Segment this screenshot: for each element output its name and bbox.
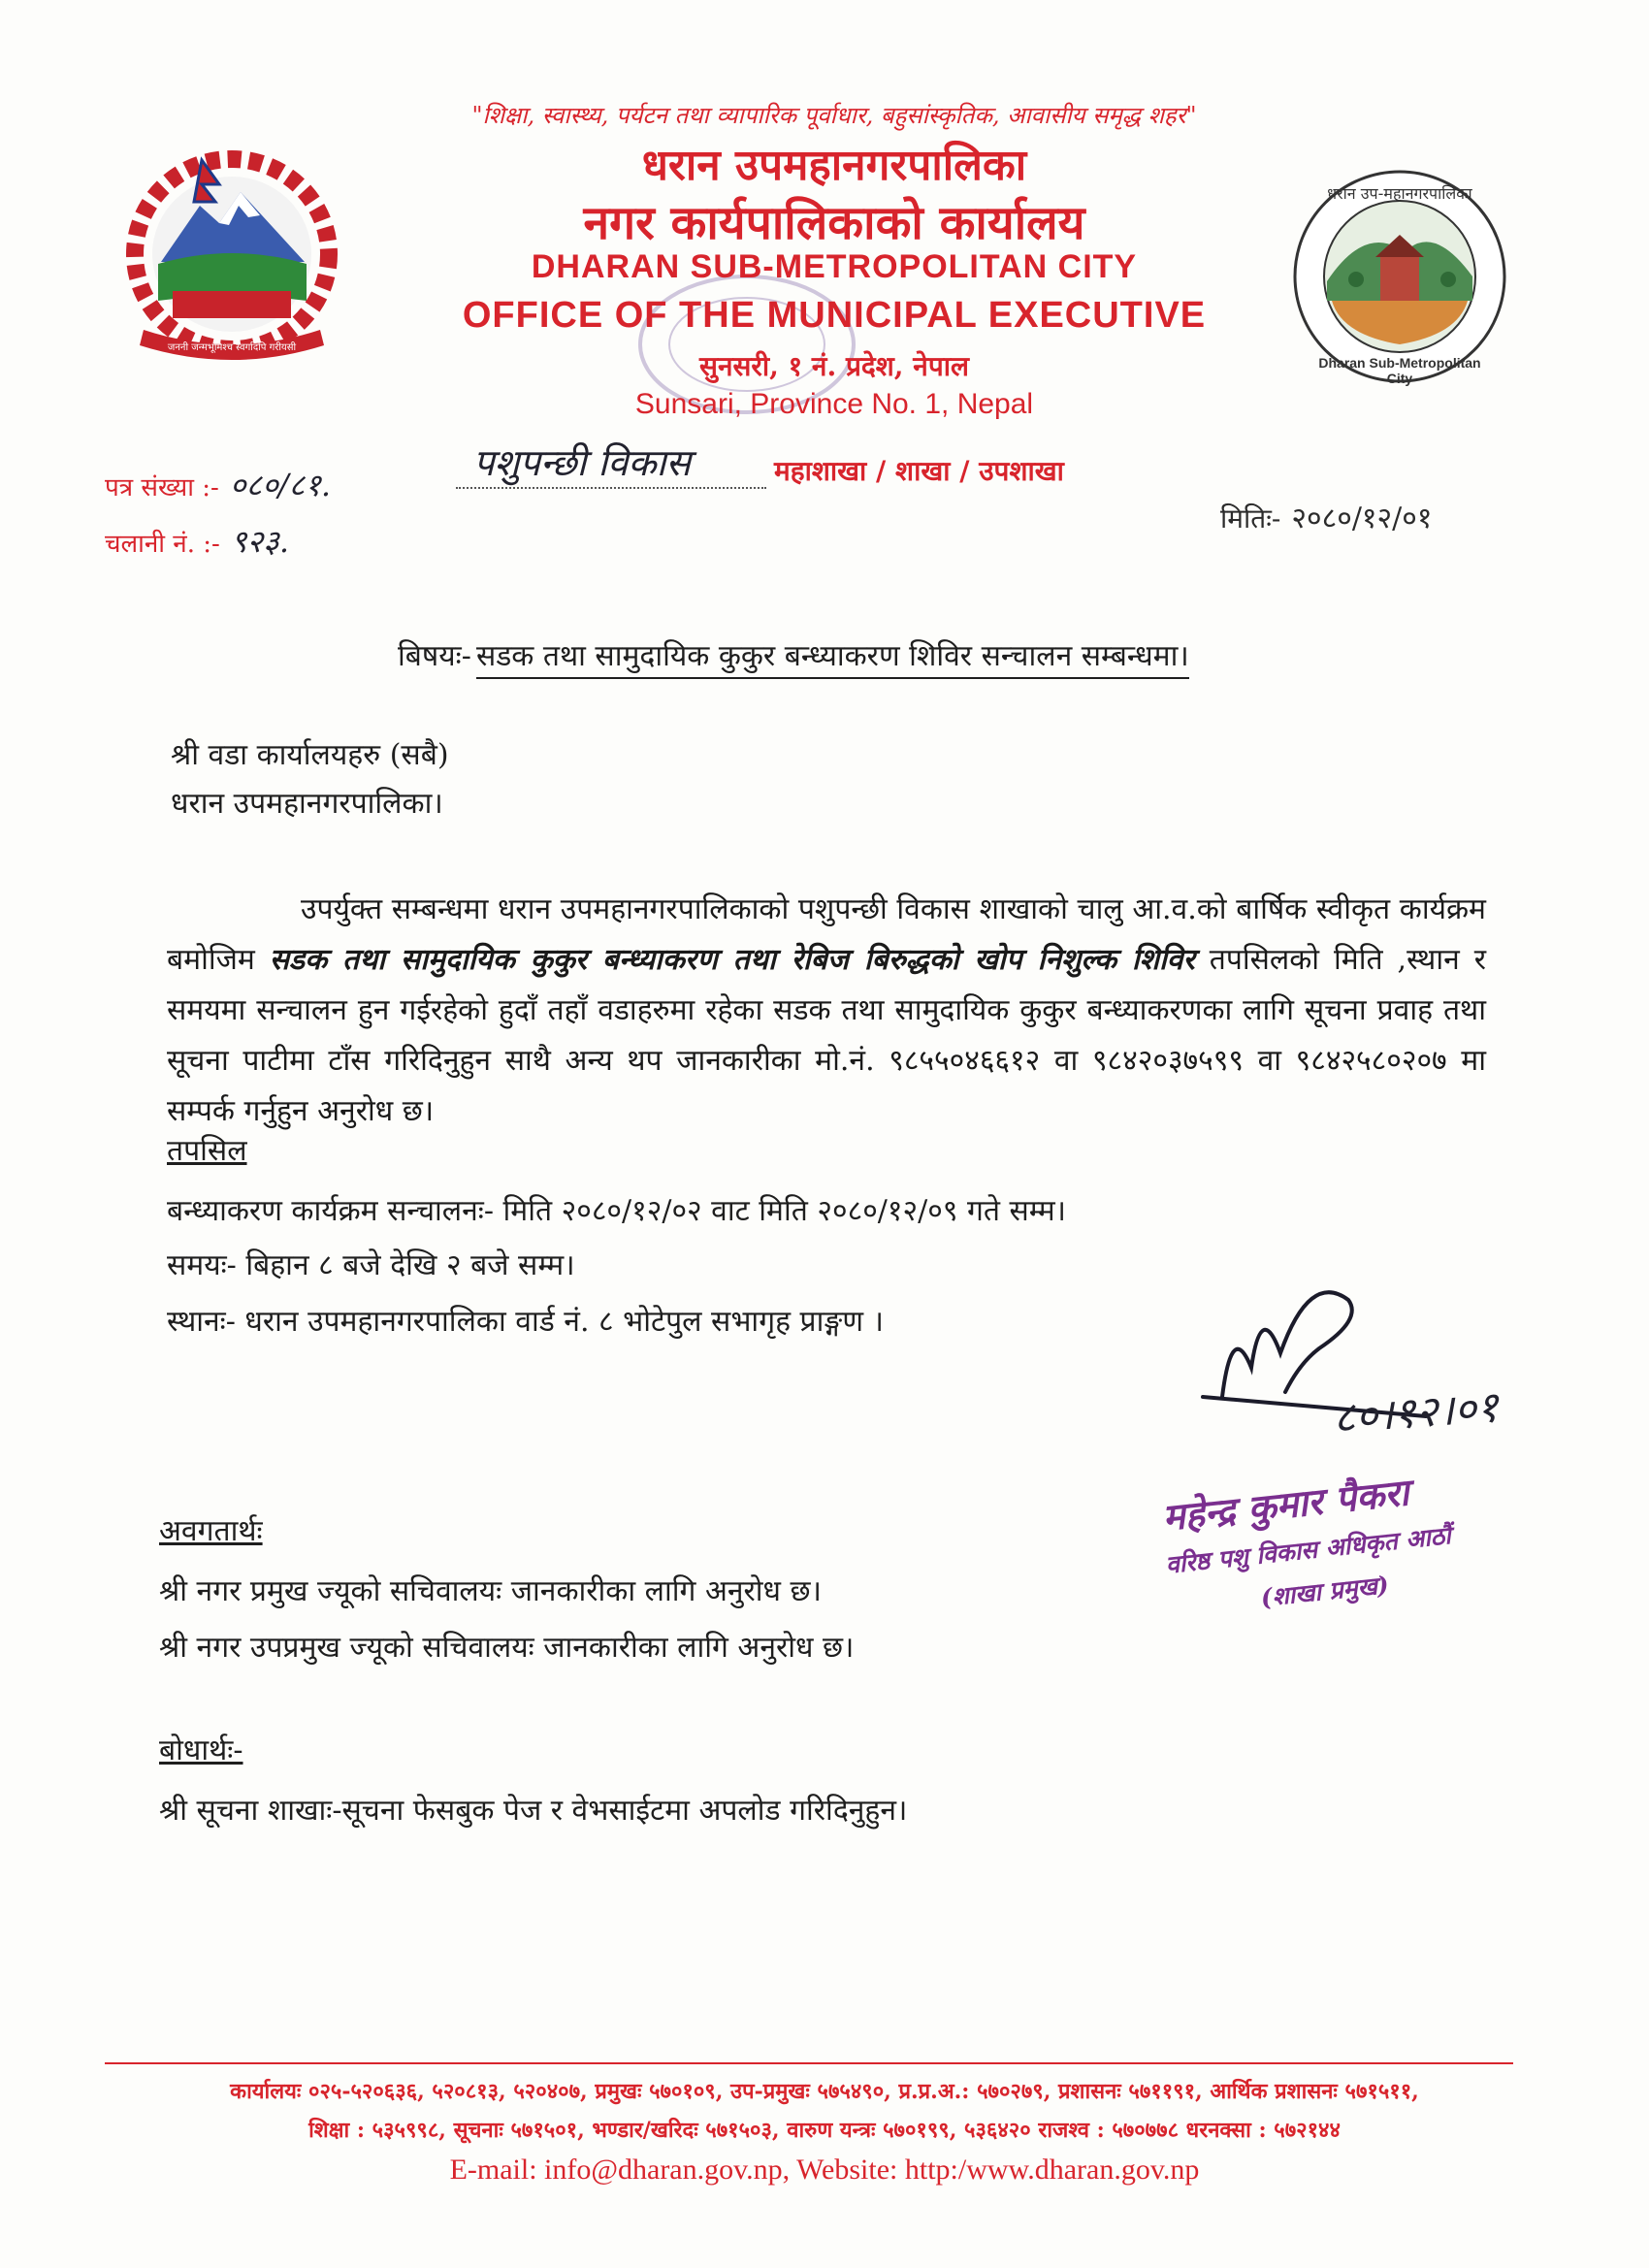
recipient-line-1: श्री वडा कार्यालयहरु (सबै) — [171, 738, 449, 772]
dispatch-number-value: ९२३. — [230, 523, 289, 560]
emblem-right-bottom-text: Dharan Sub-Metropolitan City — [1318, 355, 1481, 386]
body-paragraph — [167, 885, 1486, 1137]
letter-number-value: ०८०/८१. — [229, 467, 332, 503]
letterhead-title-office-np: नगर कार्यपालिकाको कार्यालय — [583, 196, 1085, 250]
letterhead-title-municipality-np: धरान उपमहानगरपालिका — [641, 141, 1027, 190]
recipient-line-2: धरान उपमहानगरपालिका। — [171, 787, 443, 821]
body-part-3: तपसिलको मिति ,स्थान र समयमा सन्चालन हुन गईरहेको हुदाँ तहाँ वडाहरुमा रहेका सडक तथा सामुदायिक कुकुर बन्ध्याकरणका लागि सूचना प्रवाह तथा सूचना पाटीमा टाँस गरिदिनुहुन साथै अन्य थप जानकारीका मो.नं. ९८५५०४६६१२ वा ९८४२०३७५९९ वा ९८४२५८०२०७ मा सम्पर्क गर्नुहुन अनुरोध छ। — [167, 943, 1486, 1128]
details-line-3: स्थानः- धरान उपमहानगरपालिका वार्ड नं. ८ भोटेपुल सभागृह प्राङ्गण । — [167, 1305, 884, 1339]
letterhead-address-en: Sunsari, Province No. 1, Nepal — [634, 388, 1034, 420]
letterhead-address-np: सुनसरी, १ नं. प्रदेश, नेपाल — [699, 350, 969, 382]
date-value: २०८०/१२/०१ — [1291, 502, 1433, 535]
footer-divider — [105, 2062, 1513, 2064]
date-row — [1220, 497, 1432, 536]
signatory-designation-stamp: वरिष्ठ पशु विकास अधिकृत आठौं — [1164, 1521, 1452, 1579]
letterhead-title-office-en: OFFICE OF THE MUNICIPAL EXECUTIVE — [462, 295, 1207, 336]
footer-contact-line-2: शिक्षा : ५३५९९८, सूचनाः ५७१५०१, भण्डार/खरिदः ५७१५०३, वारुण यन्त्रः ५७०१९९, ५३६४२० राजश्व : ५७०७७८ धरनक्सा : ५७२१४४ — [308, 2118, 1341, 2143]
date-label: मितिः- — [1220, 502, 1281, 535]
cc-line-1: श्री नगर प्रमुख ज्यूको सचिवालयः जानकारीका लागि अनुरोध छ। — [159, 1574, 822, 1608]
dispatch-number-row — [105, 520, 289, 562]
letter-number-row — [105, 464, 331, 505]
footer-contact-line-1: कार्यालयः ०२५-५२०६३६, ५२०८१३, ५२०४०७, प्रमुखः ५७०१०९, उप-प्रमुखः ५७५४९०, प्र.प्र.अ.: ५७०२७९, प्रशासनः ५७११९१, आर्थिक प्रशासनः ५७१५११, — [230, 2079, 1419, 2104]
cc-heading: अवगतार्थः — [159, 1514, 263, 1548]
subject-line — [398, 634, 1189, 674]
emblem-right-top-text: धरान उप-महानगरपालिका — [1327, 184, 1472, 203]
cc-line-2: श्री नगर उपप्रमुख ज्यूको सचिवालयः जानकारीका लागि अनुरोध छ। — [159, 1631, 855, 1665]
body-part-1: उपर्युक्त सम्बन्धमा धरान उपमहानगरपालिकाको पशुपन्छी विकास शाखाको चालु आ.व.को बार्षिक स्वीकृत कार्यक्रम बमोजिम — [167, 892, 1486, 977]
body-part-2-emphasis: सडक तथा सामुदायिक कुकुर बन्ध्याकरण तथा रेबिज बिरुद्धको खोप निशुल्क शिविर — [269, 943, 1195, 977]
details-heading: तपसिल — [167, 1134, 247, 1168]
signature-date: ८०।१२।०१ — [1331, 1382, 1501, 1443]
dispatch-number-label: चलानी नं. :- — [105, 530, 220, 559]
letterhead-title-municipality-en: DHARAN SUB-METROPOLITAN CITY — [531, 248, 1138, 285]
subject-text: सडक तथा सामुदायिक कुकुर बन्ध्याकरण शिविर सन्चालन सम्बन्धमा। — [476, 639, 1189, 679]
details-line-1: बन्ध्याकरण कार्यक्रम सन्चालनः- मिति २०८०/१२/०२ वाट मिति २०८०/१२/०९ गते सम्म। — [167, 1194, 1067, 1228]
department-type-label: महाशाखा / शाखा / उपशाखा — [774, 455, 1064, 487]
signatory-role-stamp: (शाखा प्रमुख) — [1259, 1571, 1391, 1612]
department-handwritten: पशुपन्छी विकास — [473, 441, 692, 484]
department-blank — [456, 437, 766, 489]
details-line-2: समयः- बिहान ८ बजे देखि २ बजे सम्म। — [167, 1248, 575, 1282]
signatory-name-stamp: महेन्द्र कुमार पैकरा — [1160, 1470, 1411, 1539]
letter-number-label: पत्र संख्या :- — [105, 473, 219, 502]
footer-email-website: E-mail: info@dharan.gov.np, Website: http:/www.dharan.gov.np — [449, 2154, 1200, 2186]
action-line-1: श्री सूचना शाखाः-सूचना फेसबुक पेज र वेभसाईटमा अपलोड गरिदिनुहुन। — [159, 1794, 908, 1828]
letterhead-slogan: "शिक्षा, स्वास्थ्य, पर्यटन तथा व्यापारिक पूर्वाधार, बहुसांस्कृतिक, आवासीय समृद्ध शहर" — [471, 102, 1197, 129]
emblem-motto: जननी जन्मभूमिश्च स्वर्गादपि गरीयसी — [167, 342, 297, 353]
subject-label: बिषयः- — [398, 639, 471, 673]
action-heading: बोधार्थः- — [159, 1733, 243, 1767]
